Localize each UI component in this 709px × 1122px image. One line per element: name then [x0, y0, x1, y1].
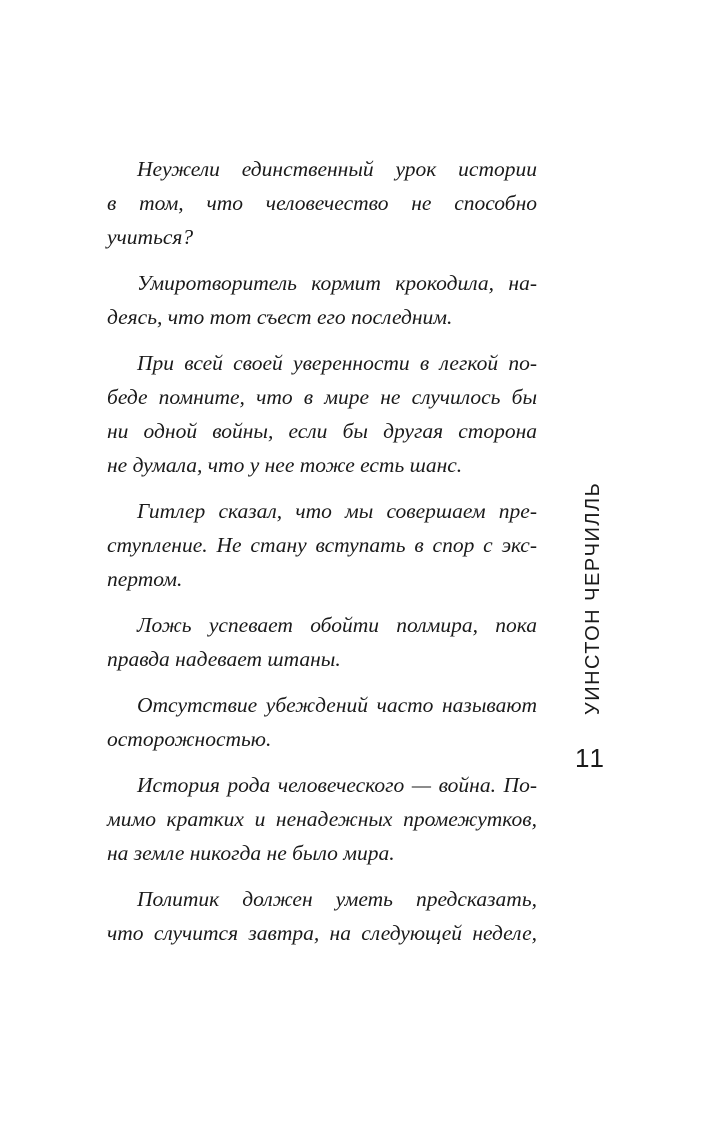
text-line: в том, что человечество не способно — [107, 191, 537, 215]
text-line: на земле никогда не было мира. — [107, 841, 395, 865]
quote-paragraph — [107, 608, 537, 676]
running-head-author: УИНСТОН ЧЕРЧИЛЛЬ — [582, 481, 604, 715]
text-line: деясь, что тот съест его последним. — [107, 305, 453, 329]
text-line: учиться? — [107, 225, 194, 249]
text-line: Умиротворитель кормит крокодила, на- — [137, 271, 537, 295]
text-line: Неужели единственный урок истории — [137, 157, 537, 181]
text-line: При всей своей уверенности в легкой по- — [137, 351, 537, 375]
quote-paragraph — [107, 768, 537, 870]
quote-paragraph — [107, 152, 537, 254]
text-line: мимо кратких и ненадежных промежутков, — [107, 807, 537, 831]
quote-paragraph — [107, 882, 537, 950]
quote-paragraph — [107, 266, 537, 334]
quote-paragraph — [107, 494, 537, 596]
text-line: ступление. Не стану вступать в спор с экс- — [107, 533, 537, 557]
text-line: осторожностью. — [107, 727, 272, 751]
text-line: ни одной войны, если бы другая сторона — [107, 419, 537, 443]
text-line: что случится завтра, на следующей неделе, — [107, 921, 537, 945]
text-line: пертом. — [107, 567, 183, 591]
text-line: Гитлер сказал, что мы совершаем пре- — [137, 499, 537, 523]
text-line: Ложь успевает обойти полмира, пока — [137, 613, 537, 637]
text-line: Политик должен уметь предсказать, — [137, 887, 537, 911]
text-line: не думала, что у нее тоже есть шанс. — [107, 453, 463, 477]
quote-paragraph — [107, 688, 537, 756]
quotes-text — [107, 152, 537, 962]
text-line: правда надевает штаны. — [107, 647, 341, 671]
quote-paragraph — [107, 346, 537, 482]
text-line: беде помните, что в мире не случилось бы — [107, 385, 537, 409]
text-line: Отсутствие убеждений часто называют — [137, 693, 537, 717]
page-number: 11 — [575, 743, 606, 773]
text-line: История рода человеческого — война. По- — [137, 773, 537, 797]
